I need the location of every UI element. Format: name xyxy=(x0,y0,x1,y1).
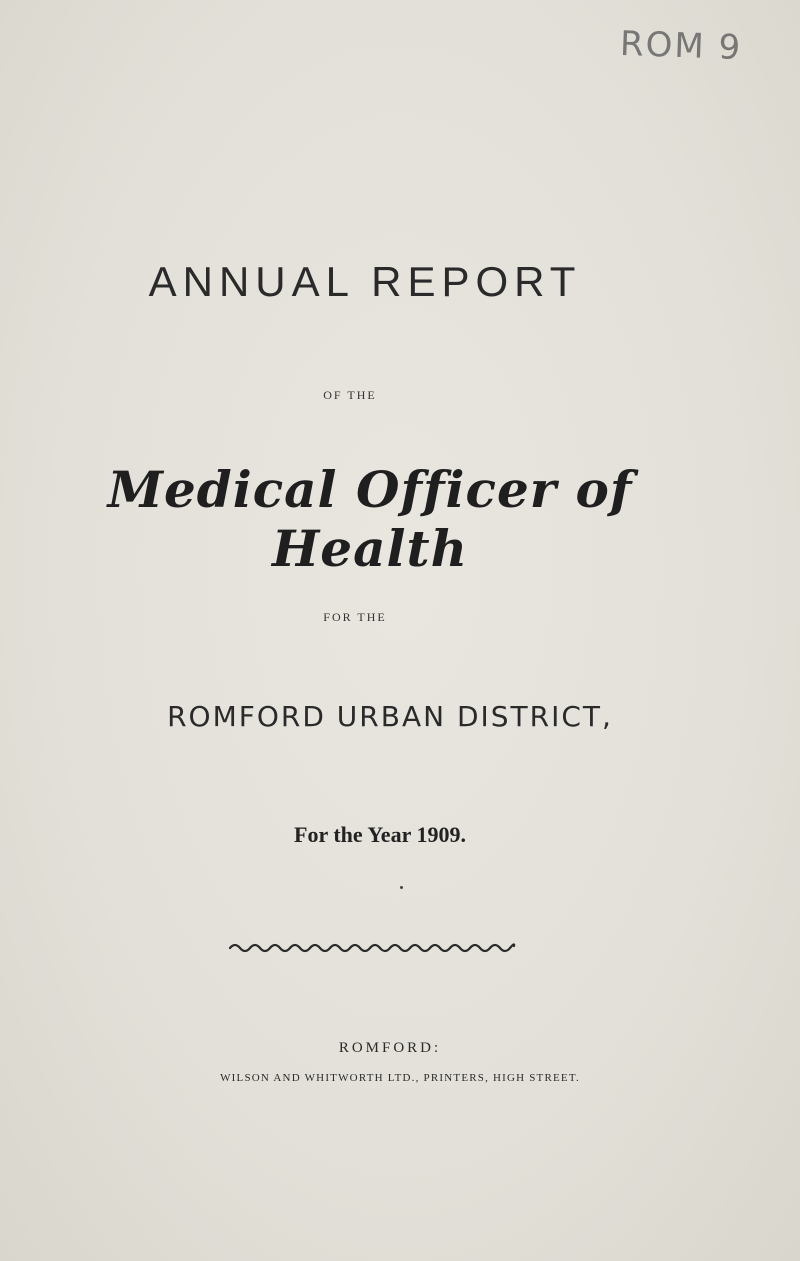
imprint-place: ROMFORD: xyxy=(338,1040,442,1056)
report-year: For the Year 1909. xyxy=(294,822,466,847)
ornament-dot xyxy=(400,886,403,889)
handwritten-annotation: ROM 9 xyxy=(619,23,743,69)
of-the-label: OF THE xyxy=(323,388,377,402)
imprint-printer: WILSON AND WHITWORTH LTD., PRINTERS, HIGH STREET. xyxy=(220,1072,580,1084)
report-subject: Medical Officer of Health xyxy=(107,460,633,578)
district-name: ROMFORD URBAN DISTRICT, xyxy=(167,700,613,733)
report-heading: ANNUAL REPORT xyxy=(148,258,582,305)
for-the-label: FOR THE xyxy=(323,610,387,624)
wavy-rule-ornament xyxy=(228,936,518,956)
